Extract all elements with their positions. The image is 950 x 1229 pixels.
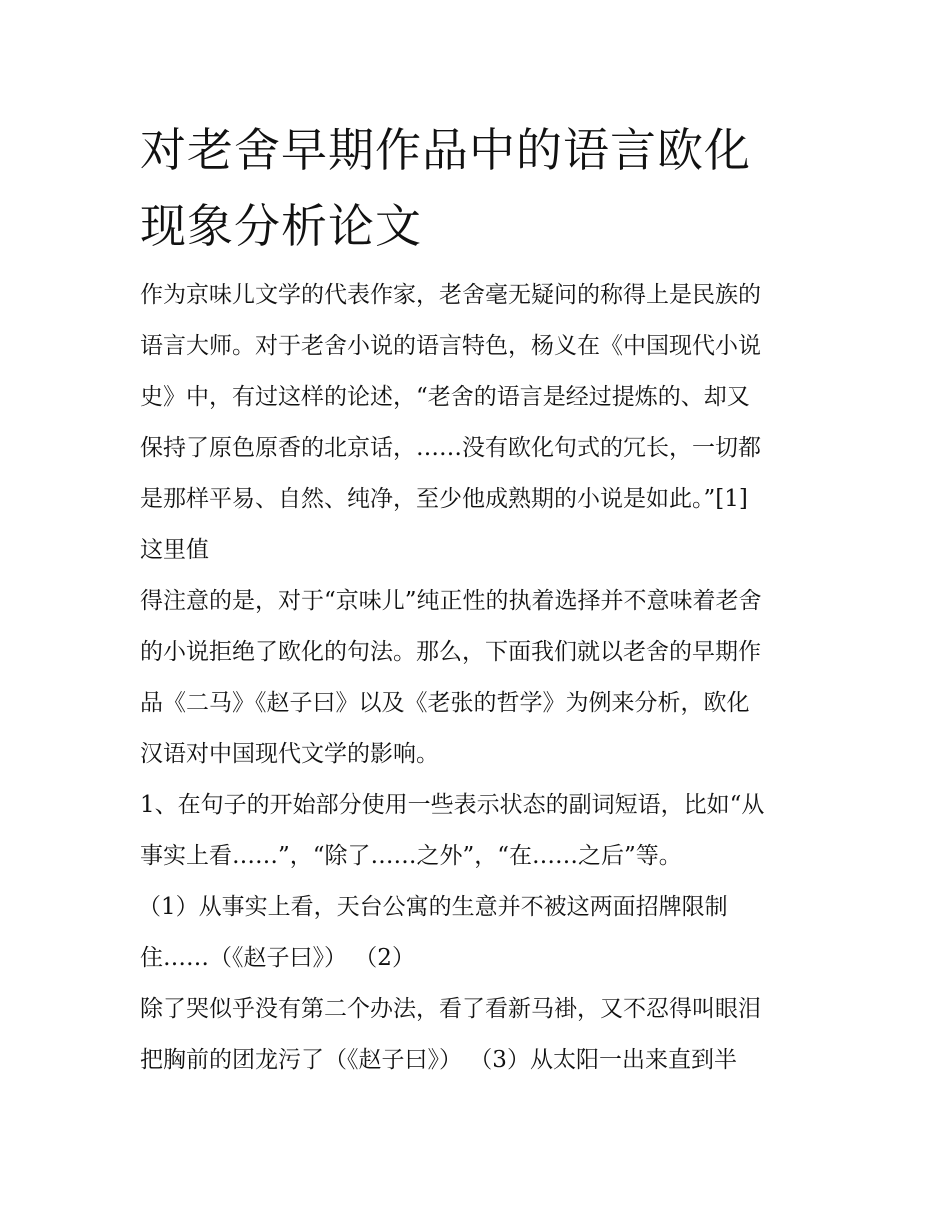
body-line: 语言大师。对于老舍小说的语言特色，杨义在《中国现代小说 — [140, 333, 761, 359]
body-line: 汉语对中国现代文学的影响。 — [140, 741, 439, 767]
body-line: 是那样平易、自然、纯净，至少他成熟期的小说是如此。”[1] — [140, 486, 748, 512]
body-line: 保持了原色原香的北京话，……没有欧化句式的冗长，一切都 — [140, 435, 761, 461]
title-line: 对老舍早期作品中的语言欧化 — [140, 123, 751, 177]
body-line: 品《二马》《赵子曰》以及《老张的哲学》为例来分析，欧化 — [140, 690, 750, 716]
document-page — [140, 112, 820, 1086]
body-line: 的小说拒绝了欧化的句法。那么，下面我们就以老舍的早期作 — [140, 639, 761, 665]
body-line: 1、在句子的开始部分使用一些表示状态的副词短语，比如“从 — [140, 792, 765, 818]
body-line: 这里值 — [140, 537, 209, 563]
body-line: 史》中，有过这样的论述，“老舍的语言是经过提炼的、却又 — [140, 384, 750, 410]
body-line: （1）从事实上看，天台公寓的生意并不被这两面招牌限制 — [138, 894, 728, 920]
body-line: 除了哭似乎没有第二个办法，看了看新马褂，又不忍得叫眼泪 — [140, 996, 761, 1022]
document-title — [140, 112, 820, 264]
document-body — [140, 270, 820, 1086]
body-line: 事实上看……”，“除了……之外”，“在……之后”等。 — [140, 843, 682, 869]
body-line: 得注意的是，对于“京味儿”纯正性的执着选择并不意味着老舍 — [140, 588, 762, 614]
body-line: 把胸前的团龙污了（《赵子曰》） （3）从太阳一出来直到半 — [140, 1047, 737, 1073]
body-line: 住……（《赵子曰》） （2） — [140, 945, 415, 971]
title-line: 现象分析论文 — [140, 199, 422, 253]
body-line: 作为京味儿文学的代表作家，老舍毫无疑问的称得上是民族的 — [140, 282, 761, 308]
